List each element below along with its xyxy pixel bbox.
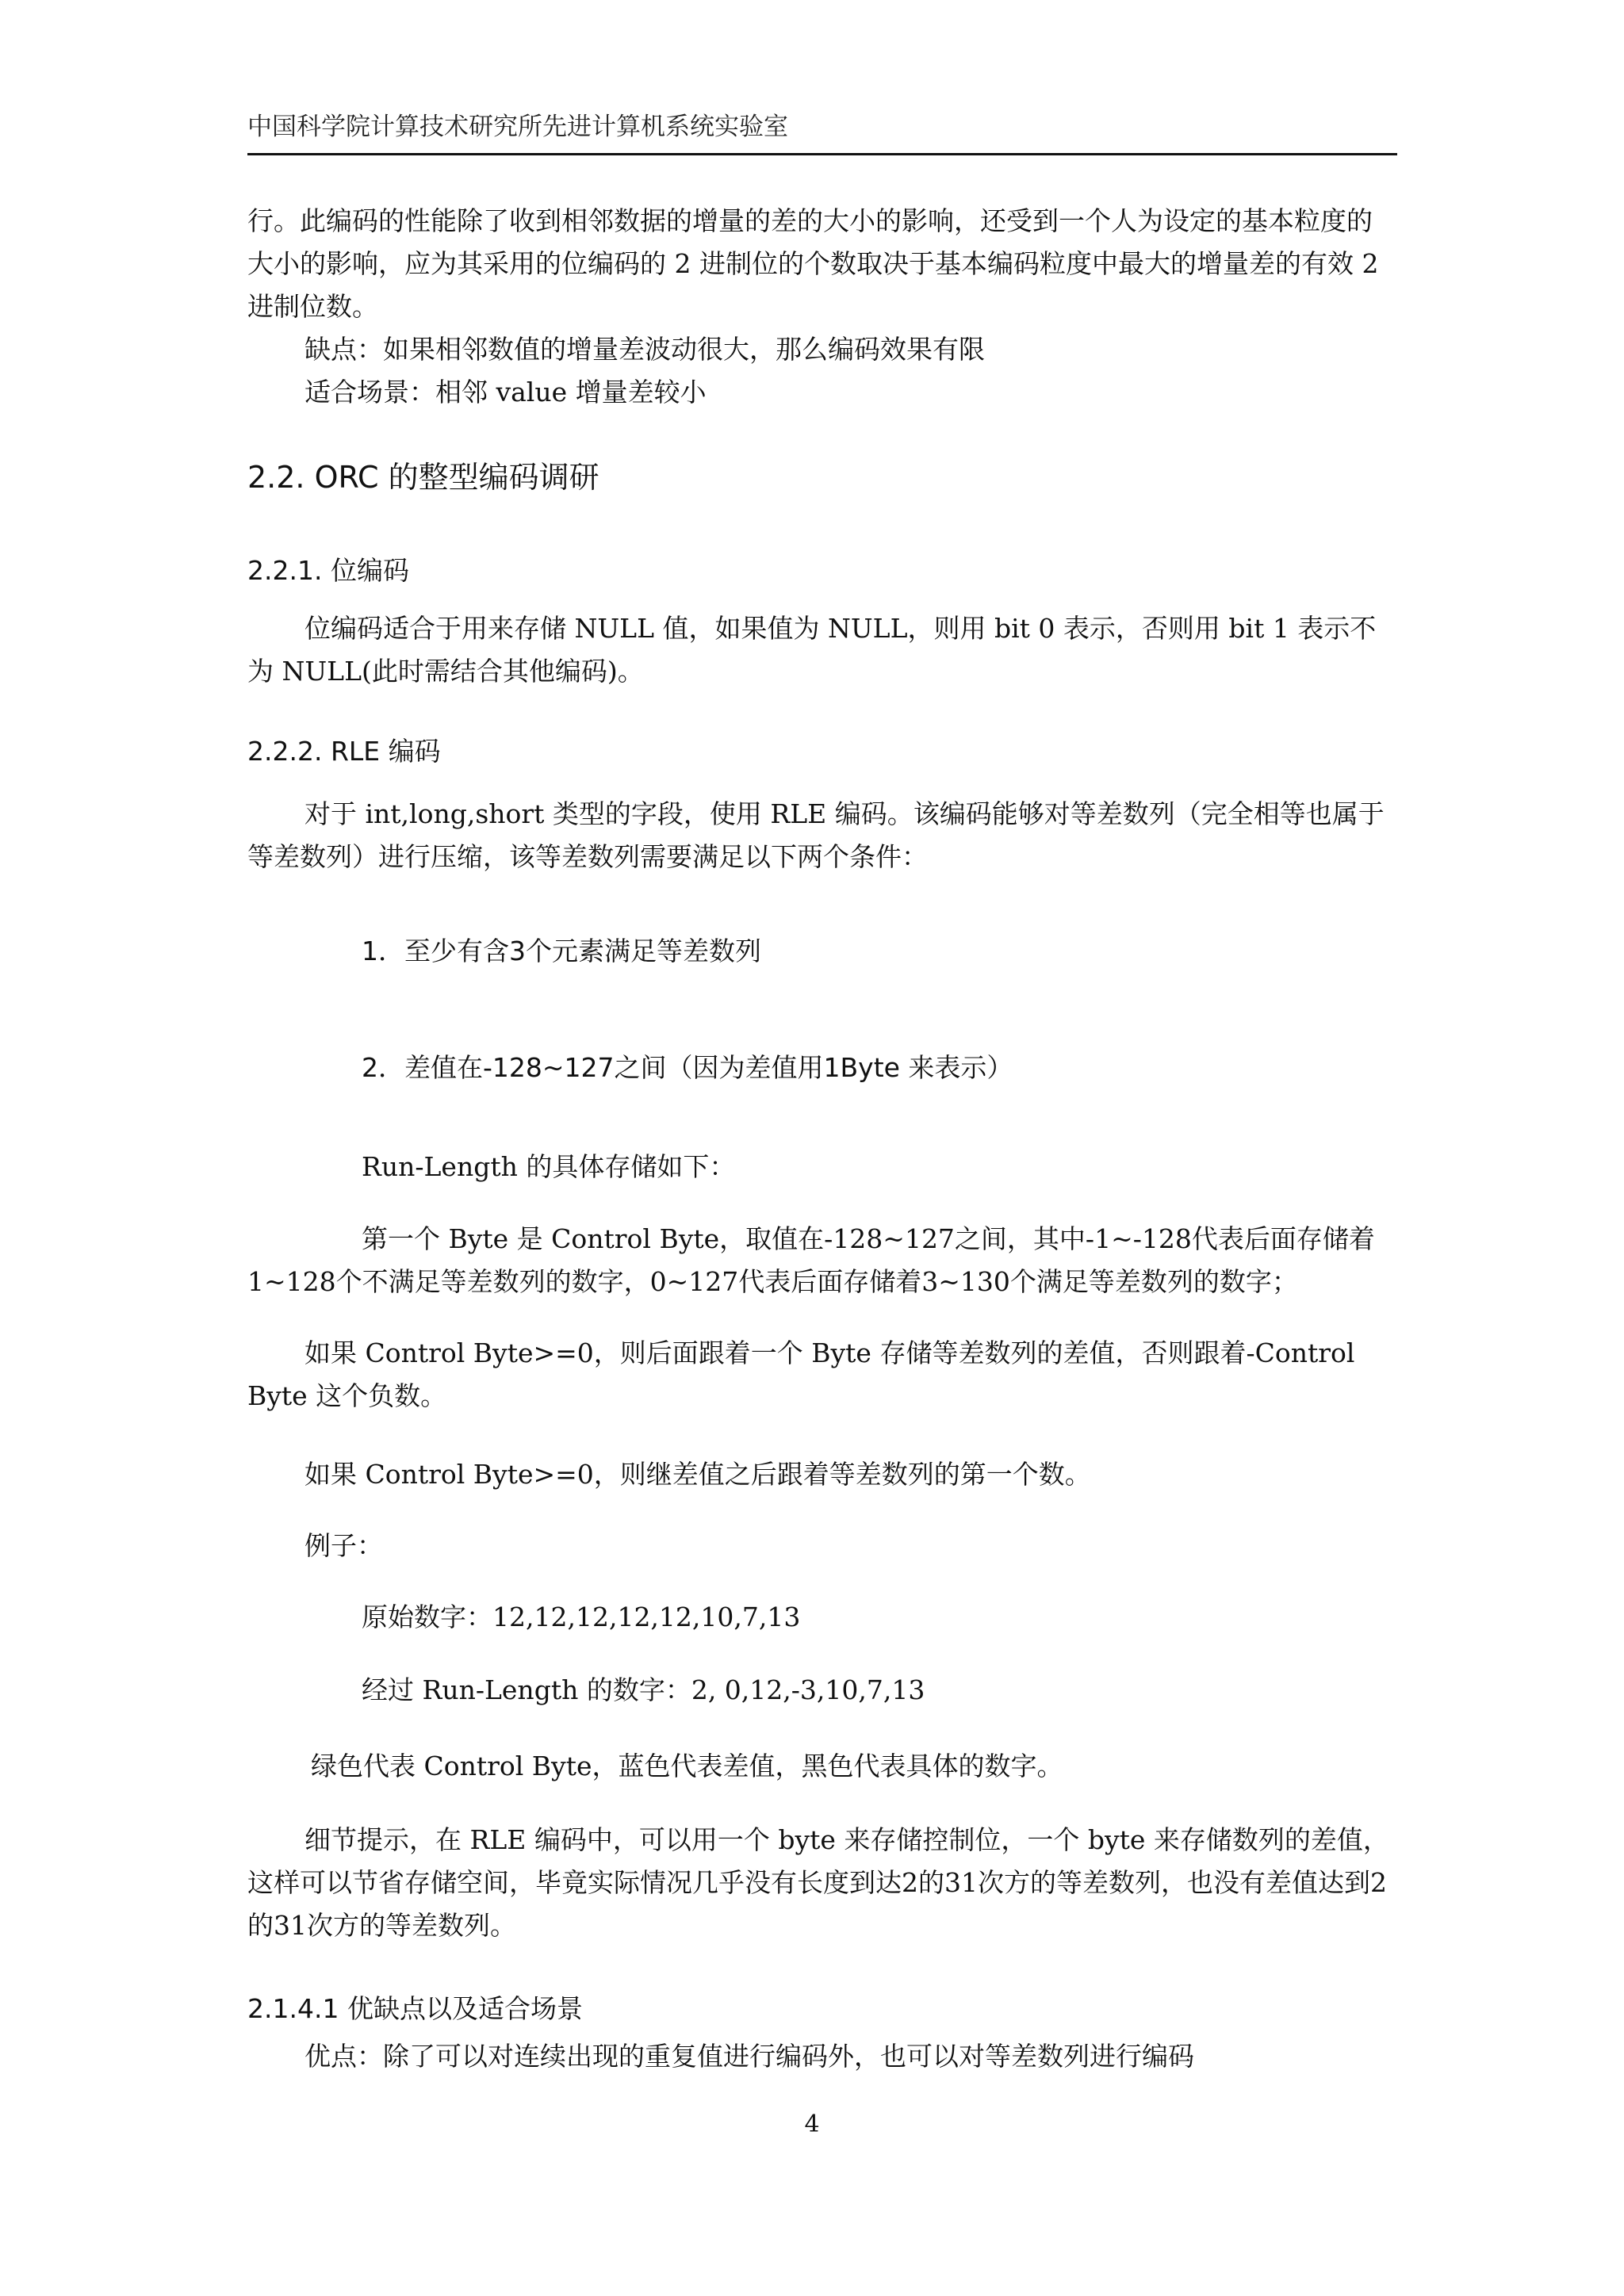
rle-condition-2: 2．差值在-128~127之间（因为差值用1Byte 来表示） [362, 1052, 1013, 1083]
advantage-line: 优点：除了可以对连续出现的重复值进行编码外，也可以对等差数列进行编码 [304, 2041, 1194, 2072]
page-number: 4 [804, 2110, 820, 2138]
bit-encoding-paragraph: 位编码适合于用来存储 NULL 值，如果值为 NULL，则用 bit 0 表示，否则用 bit 1 表示不为 NULL(此时需结合其他编码)。 [247, 613, 1377, 687]
rle-storage-desc-block [247, 1218, 1397, 1303]
intro-block [247, 200, 1397, 414]
example-label: 例子： [304, 1530, 383, 1561]
intro-paragraph: 行。此编码的性能除了收到相邻数据的增量的差的大小的影响，还受到一个人为设定的基本粒度的大小的影响，应为其采用的位编码的 2 进制位的个数取决于基本编码粒度中最大的增量差的有效 2 进制位数。 [247, 205, 1379, 322]
rle-storage-desc: 第一个 Byte 是 Control Byte，取值在-128~127之间，其中-1~-128代表后面存储着1~128个不满足等差数列的数字，0~127代表后面存储着3~130个满足等差数列的数字； [247, 1223, 1375, 1297]
rle-condition-1: 1．至少有含3个元素满足等差数列 [362, 936, 761, 966]
color-note: 绿色代表 Control Byte，蓝色代表差值，黑色代表具体的数字。 [311, 1751, 1063, 1781]
rle-rule-1-block [247, 1332, 1397, 1418]
example-encoded: 经过 Run-Length 的数字：2, 0,12,-3,10,7,13 [362, 1674, 925, 1705]
section-2-2-1-body [247, 607, 1397, 693]
rle-detail-block [247, 1819, 1397, 1947]
intro-disadvantage: 缺点：如果相邻数值的增量差波动很大，那么编码效果有限 [304, 334, 985, 365]
section-2-2-2-heading: 2.2.2. RLE 编码 [247, 736, 441, 767]
header-rule [247, 153, 1397, 155]
rle-paragraph: 对于 int,long,short 类型的字段，使用 RLE 编码。该编码能够对等差数列（完全相等也属于等差数列）进行压缩，该等差数列需要满足以下两个条件： [247, 798, 1385, 872]
section-2-2-2-intro [247, 793, 1397, 878]
rle-storage-intro: Run-Length 的具体存储如下： [362, 1151, 736, 1182]
section-2-1-4-1-heading: 2.1.4.1 优缺点以及适合场景 [247, 1993, 583, 2024]
rle-detail: 细节提示，在 RLE 编码中，可以用一个 byte 来存储控制位，一个 byte 来存储数列的差值，这样可以节省存储空间，毕竟实际情况几乎没有长度到达2的31次方的等差数列，也没有差值达到2的31次方的等差数列。 [247, 1824, 1389, 1941]
rle-rule-2: 如果 Control Byte>=0，则继差值之后跟着等差数列的第一个数。 [304, 1459, 1091, 1490]
example-original: 原始数字：12,12,12,12,12,10,7,13 [362, 1601, 801, 1632]
section-2-2-heading: 2.2. ORC 的整型编码调研 [247, 460, 599, 495]
running-header: 中国科学院计算技术研究所先进计算机系统实验室 [247, 113, 788, 141]
intro-scenario: 适合场景：相邻 value 增量差较小 [304, 377, 707, 408]
rle-rule-1: 如果 Control Byte>=0，则后面跟着一个 Byte 存储等差数列的差值，否则跟着-Control Byte 这个负数。 [247, 1337, 1355, 1411]
section-2-2-1-heading: 2.2.1. 位编码 [247, 555, 409, 586]
